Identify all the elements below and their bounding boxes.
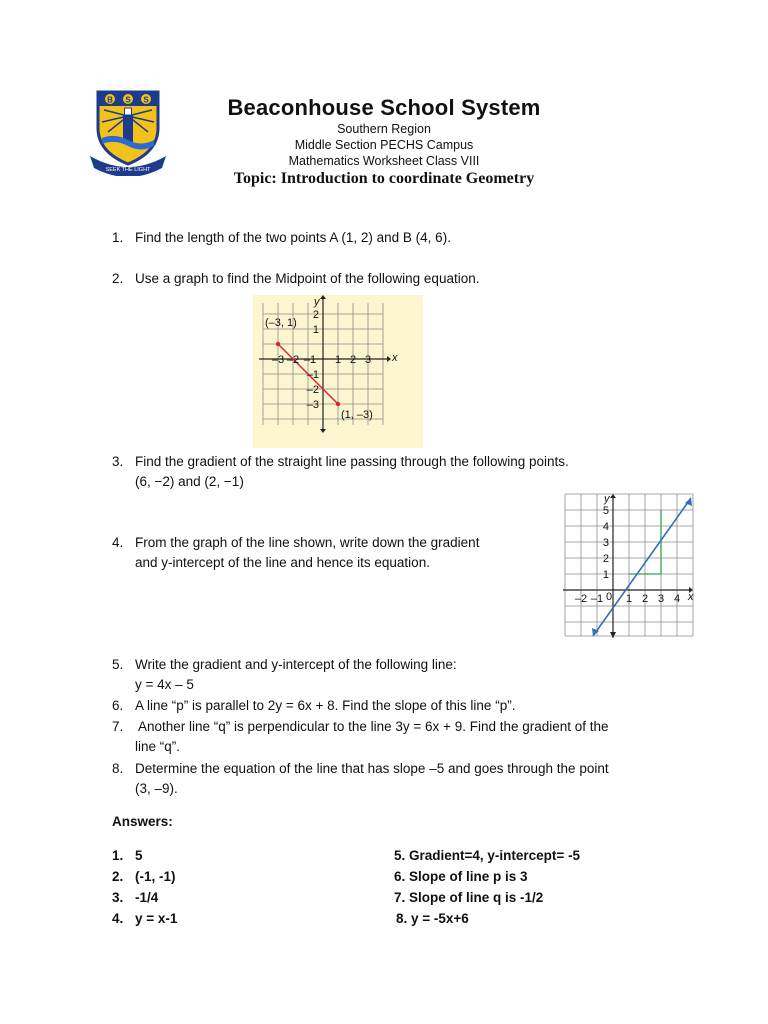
gradient-graph	[563, 492, 697, 638]
x-tick: –1	[590, 593, 604, 605]
point-a	[276, 342, 280, 346]
question-1: 1. Find the length of the two points A (1, 2) and B (4, 6).	[112, 230, 451, 245]
worksheet-header	[200, 95, 568, 188]
answers-heading: Answers:	[112, 814, 173, 829]
y-tick: 1	[312, 324, 319, 336]
answer-1: 1. 5	[112, 848, 143, 863]
point-a-label: (–3, 1)	[265, 317, 297, 329]
x-axis-label: x	[688, 591, 694, 603]
logo-motto: SEEK THE LIGHT	[105, 167, 151, 173]
worksheet-title: Mathematics Worksheet Class VIII	[288, 154, 480, 168]
x-axis-label: x	[392, 352, 398, 364]
answer-7: 7. Slope of line q is -1/2	[394, 890, 544, 905]
question-2: 2. Use a graph to find the Midpoint of the following equation.	[112, 271, 480, 286]
campus: Middle Section PECHS Campus	[294, 138, 474, 152]
logo-letter-b: B	[107, 95, 113, 105]
point-b	[336, 402, 340, 406]
school-crest-logo	[88, 86, 168, 176]
x-tick: –2	[574, 593, 588, 605]
x-tick: 4	[673, 593, 681, 605]
x-tick: 0	[605, 591, 613, 603]
y-tick: 5	[602, 505, 609, 517]
y-tick: –3	[306, 399, 319, 411]
answer-8: 8. y = -5x+6	[396, 911, 469, 926]
x-tick: 1	[625, 593, 633, 605]
answer-2: 2. (-1, -1)	[112, 869, 176, 884]
question-5: 5. Write the gradient and y-intercept of the following line: y = 4x – 5	[112, 657, 457, 692]
question-8: 8. Determine the equation of the line that has slope –5 and goes through the point (3, –9).	[112, 761, 609, 796]
topic-title: Topic: Introduction to coordinate Geometry	[233, 170, 535, 187]
y-tick: 3	[602, 537, 609, 549]
x-tick: –2	[286, 354, 300, 366]
question-3: 3. Find the gradient of the straight line passing through the following points. (6, −2) and (2, −1)	[112, 454, 569, 489]
y-tick: –2	[306, 384, 319, 396]
answer-6: 6. Slope of line p is 3	[394, 869, 528, 884]
y-tick: 1	[602, 569, 609, 581]
school-name: Beaconhouse School System	[227, 95, 541, 120]
y-tick: 2	[312, 309, 319, 321]
y-tick: 2	[602, 553, 609, 565]
answer-4: 4. y = x-1	[112, 911, 178, 926]
x-tick: 3	[364, 354, 372, 366]
midpoint-graph	[253, 295, 423, 448]
question-6: 6. A line “p” is parallel to 2y = 6x + 8. Find the slope of this line “p”.	[112, 698, 516, 713]
region: Southern Region	[337, 122, 431, 136]
y-tick: –1	[306, 369, 319, 381]
x-tick: 3	[657, 593, 665, 605]
x-tick: –3	[271, 354, 285, 366]
x-tick: 1	[334, 354, 342, 366]
y-tick: 4	[602, 521, 609, 533]
x-tick: 2	[349, 354, 357, 366]
answer-3: 3. -1/4	[112, 890, 159, 905]
y-axis-label: y	[604, 493, 610, 505]
x-tick: –1	[303, 354, 317, 366]
graph-line	[590, 498, 691, 636]
answers-left-column	[112, 845, 177, 929]
logo-letter-s1: S	[125, 95, 131, 105]
x-tick: 2	[641, 593, 649, 605]
y-axis-label: y	[314, 296, 320, 308]
answers-right-column	[394, 845, 580, 929]
logo-letter-s2: S	[143, 95, 149, 105]
question-7: 7. Another line “q” is perpendicular to the line 3y = 6x + 9. Find the gradient of the line “q”.	[112, 719, 609, 754]
question-4: 4. From the graph of the line shown, write down the gradient and y-intercept of the line and hence its equation.	[112, 535, 480, 570]
point-b-label: (1, –3)	[341, 409, 373, 421]
answer-5: 5. Gradient=4, y-intercept= -5	[394, 848, 581, 863]
